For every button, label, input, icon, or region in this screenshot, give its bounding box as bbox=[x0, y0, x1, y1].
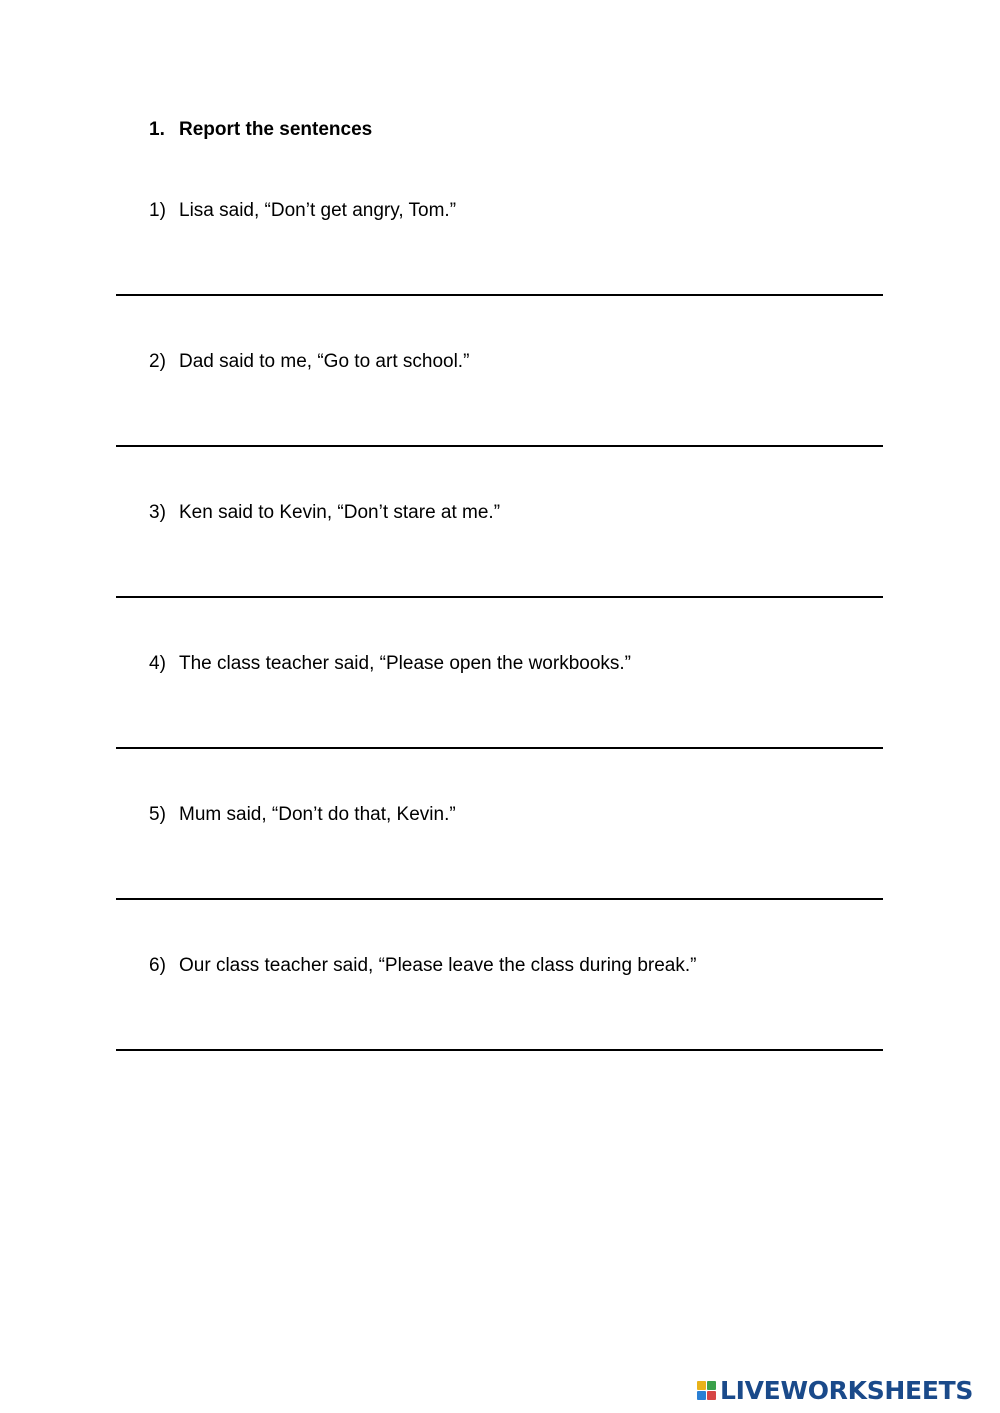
question-text: Ken said to Kevin, “Don’t stare at me.” bbox=[179, 502, 501, 523]
logo-square-blue bbox=[697, 1391, 706, 1400]
question-number: 5) bbox=[149, 804, 166, 825]
question-text: Dad said to me, “Go to art school.” bbox=[179, 351, 470, 372]
question-text: Mum said, “Don’t do that, Kevin.” bbox=[179, 804, 456, 825]
logo-square-red bbox=[707, 1391, 716, 1400]
question-number: 2) bbox=[149, 351, 166, 372]
question-4 bbox=[149, 653, 631, 675]
logo-wordmark: LIVEWORKSHEETS bbox=[720, 1376, 974, 1405]
question-text: The class teacher said, “Please open the workbooks.” bbox=[179, 653, 632, 674]
question-number: 6) bbox=[149, 955, 166, 976]
answer-line-2[interactable] bbox=[116, 445, 883, 447]
question-number: 1) bbox=[149, 200, 166, 221]
answer-line-4[interactable] bbox=[116, 747, 883, 749]
answer-line-3[interactable] bbox=[116, 596, 883, 598]
answer-line-5[interactable] bbox=[116, 898, 883, 900]
question-3 bbox=[149, 502, 500, 524]
section-heading bbox=[149, 119, 372, 141]
answer-line-1[interactable] bbox=[116, 294, 883, 296]
question-5 bbox=[149, 804, 456, 826]
liveworksheets-logo[interactable] bbox=[697, 1378, 973, 1403]
question-number: 3) bbox=[149, 502, 166, 523]
question-6 bbox=[149, 955, 696, 977]
answer-line-6[interactable] bbox=[116, 1049, 883, 1051]
liveworksheets-logo-icon bbox=[697, 1381, 716, 1400]
section-title: Report the sentences bbox=[179, 119, 373, 140]
question-text: Our class teacher said, “Please leave the class during break.” bbox=[179, 955, 697, 976]
question-2 bbox=[149, 351, 469, 373]
question-1 bbox=[149, 200, 456, 222]
section-number: 1. bbox=[149, 119, 165, 140]
logo-square-green bbox=[707, 1381, 716, 1390]
question-text: Lisa said, “Don’t get angry, Tom.” bbox=[179, 200, 457, 221]
logo-square-yellow bbox=[697, 1381, 706, 1390]
question-number: 4) bbox=[149, 653, 166, 674]
